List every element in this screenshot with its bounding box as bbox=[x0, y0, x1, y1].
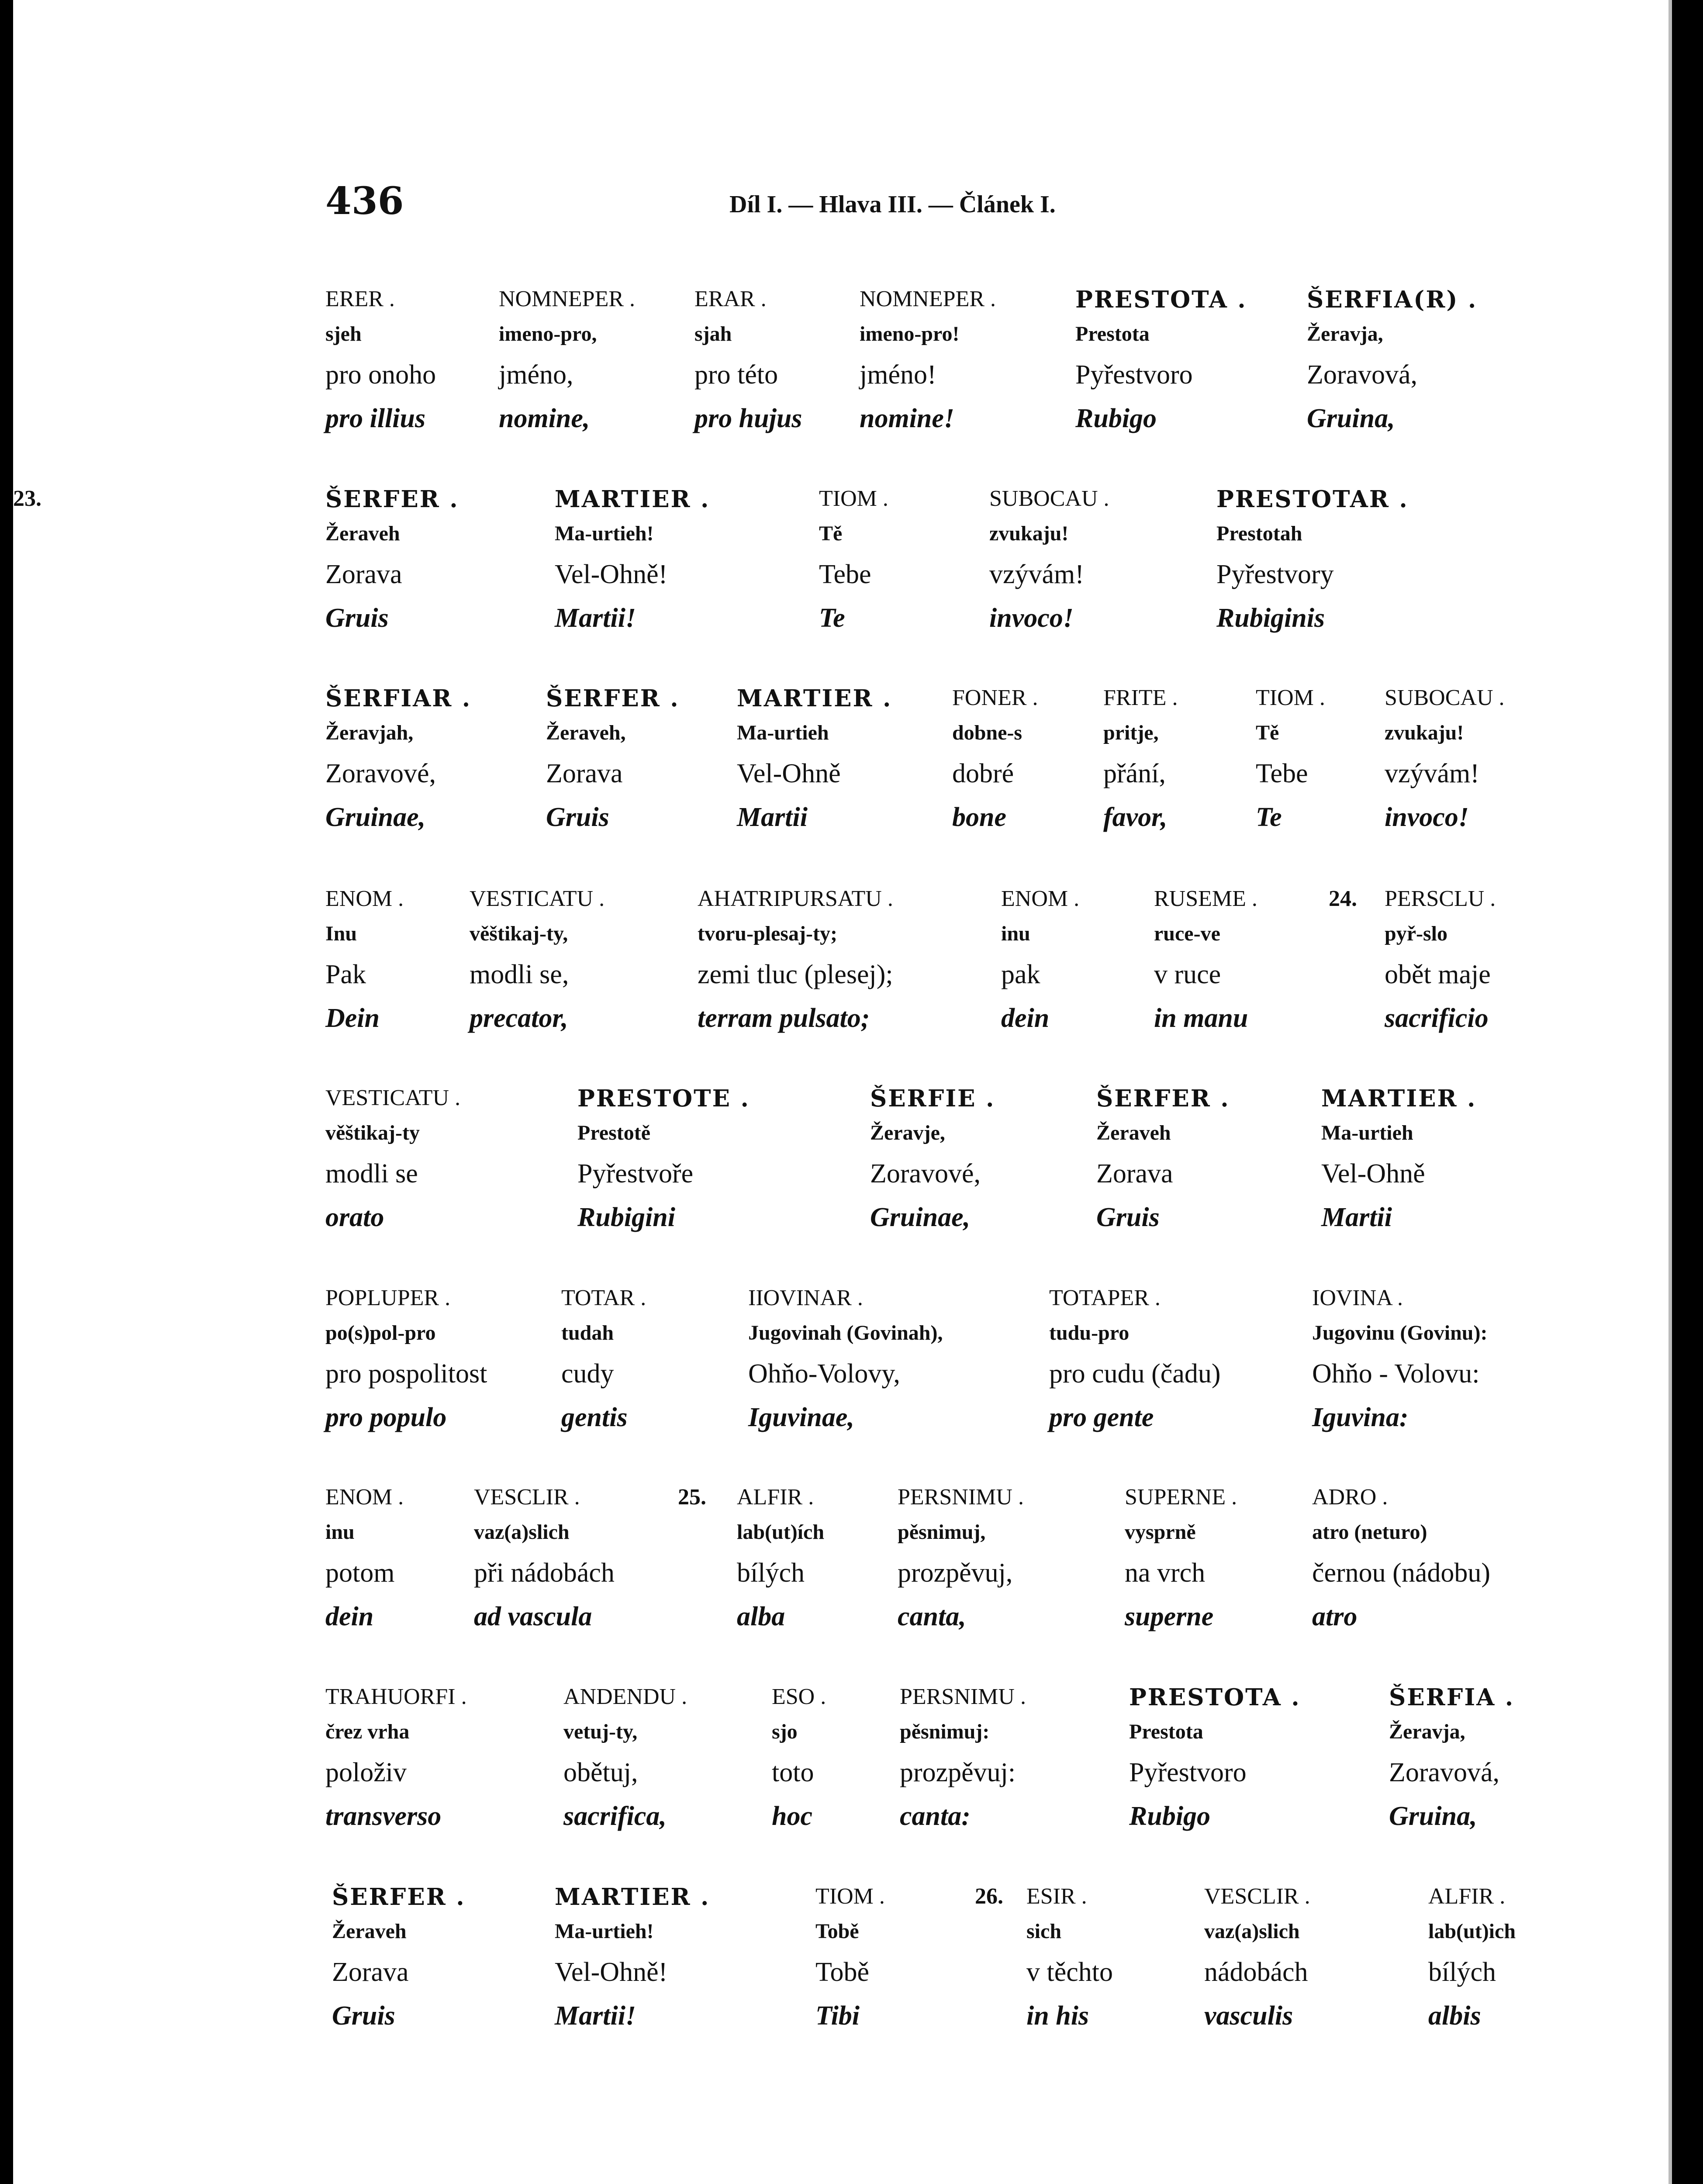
slavic-gloss: sjah bbox=[694, 322, 732, 346]
latin-translation: Gruis bbox=[332, 2001, 395, 2031]
interlinear-block bbox=[13, 886, 1668, 1061]
slavic-gloss: vetuj-ty, bbox=[563, 1720, 638, 1743]
slavic-gloss: črez vrha bbox=[325, 1720, 410, 1743]
slavic-gloss: Prestotah bbox=[1216, 522, 1302, 545]
umbrian-word: ESO . bbox=[772, 1684, 826, 1709]
umbrian-word: ŠERFER . bbox=[332, 1883, 466, 1911]
slavic-gloss: vysprně bbox=[1125, 1521, 1196, 1544]
umbrian-word: POPLUPER . bbox=[325, 1286, 451, 1310]
umbrian-word: AHATRIPURSATU . bbox=[698, 886, 893, 911]
interlinear-block bbox=[13, 1085, 1668, 1260]
umbrian-word: ERAR . bbox=[694, 287, 767, 311]
czech-translation: Zorava bbox=[325, 560, 402, 589]
umbrian-word: ANDENDU . bbox=[563, 1684, 687, 1709]
czech-translation: modli se bbox=[325, 1159, 418, 1189]
czech-translation: zemi tluc (plesej); bbox=[698, 960, 893, 989]
interlinear-block bbox=[13, 1684, 1668, 1859]
umbrian-word: NOMNEPER . bbox=[860, 287, 996, 311]
umbrian-word: ŠERFIA . bbox=[1389, 1684, 1515, 1711]
czech-translation: prozpěvuj, bbox=[898, 1558, 1013, 1588]
slavic-gloss: Prestotě bbox=[577, 1121, 651, 1144]
slavic-gloss: Žeravje, bbox=[870, 1121, 945, 1144]
slavic-gloss: pritje, bbox=[1103, 721, 1159, 744]
slavic-gloss: ruce-ve bbox=[1154, 922, 1220, 945]
latin-translation: Martii bbox=[1321, 1203, 1392, 1232]
slavic-gloss: Ma-urtieh bbox=[1321, 1121, 1413, 1144]
latin-translation: bone bbox=[952, 802, 1006, 832]
slavic-gloss: tudah bbox=[561, 1321, 614, 1344]
latin-translation: Martii! bbox=[555, 603, 636, 633]
umbrian-word: IOVINA . bbox=[1312, 1286, 1403, 1310]
latin-translation: orato bbox=[325, 1203, 384, 1232]
latin-translation: dein bbox=[1001, 1003, 1050, 1033]
umbrian-word: MARTIER . bbox=[737, 685, 892, 712]
umbrian-word: TIOM . bbox=[819, 486, 888, 511]
latin-translation: in his bbox=[1026, 2001, 1089, 2031]
slavic-gloss: Ma-urtieh! bbox=[555, 522, 654, 545]
latin-translation: favor, bbox=[1103, 802, 1168, 832]
czech-translation: obět maje bbox=[1385, 960, 1491, 989]
umbrian-word: VESTICATU . bbox=[470, 886, 605, 911]
czech-translation: přání, bbox=[1103, 759, 1166, 788]
slavic-gloss: věštikaj-ty bbox=[325, 1121, 420, 1144]
czech-translation: Vel-Ohně! bbox=[555, 1957, 668, 1987]
latin-translation: Gruina, bbox=[1389, 1801, 1477, 1831]
latin-translation: Gruinae, bbox=[325, 802, 426, 832]
latin-translation: atro bbox=[1312, 1602, 1358, 1631]
latin-translation: Iguvina: bbox=[1312, 1403, 1409, 1432]
czech-translation: Zorava bbox=[1096, 1159, 1173, 1189]
interlinear-block bbox=[13, 1285, 1668, 1460]
latin-translation: Iguvinae, bbox=[748, 1403, 854, 1432]
slavic-gloss: pěsnimuj, bbox=[898, 1521, 986, 1544]
umbrian-word: ŠERFIE . bbox=[870, 1085, 995, 1112]
slavic-gloss: Ma-urtieh! bbox=[555, 1920, 654, 1943]
slavic-gloss: Tě bbox=[1256, 721, 1279, 744]
umbrian-word: TOTAPER . bbox=[1049, 1286, 1161, 1310]
latin-translation: sacrificio bbox=[1385, 1003, 1489, 1033]
latin-translation: precator, bbox=[470, 1003, 568, 1033]
czech-translation: jméno, bbox=[499, 360, 573, 390]
latin-translation: transverso bbox=[325, 1801, 442, 1831]
umbrian-word: SUPERNE . bbox=[1125, 1485, 1237, 1510]
latin-translation: Rubigo bbox=[1075, 404, 1157, 433]
czech-translation: pro pospolitost bbox=[325, 1359, 487, 1389]
interlinear-block bbox=[13, 1883, 1668, 2058]
czech-translation: Zorava bbox=[332, 1957, 409, 1987]
czech-translation: cudy bbox=[561, 1359, 614, 1389]
slavic-gloss: Žeraveh, bbox=[546, 721, 626, 744]
slavic-gloss: Jugovinu (Govinu): bbox=[1312, 1321, 1488, 1344]
czech-translation: v ruce bbox=[1154, 960, 1221, 989]
umbrian-word: VESTICATU . bbox=[325, 1085, 461, 1110]
slavic-gloss: pyř-slo bbox=[1385, 922, 1447, 945]
czech-translation: toto bbox=[772, 1758, 814, 1787]
slavic-gloss: Žeravja, bbox=[1307, 322, 1383, 346]
latin-translation: Gruinae, bbox=[870, 1203, 971, 1232]
czech-translation: Pak bbox=[325, 960, 366, 989]
latin-translation: vasculis bbox=[1204, 2001, 1293, 2031]
czech-translation: bílých bbox=[1428, 1957, 1496, 1987]
umbrian-word: VESCLIR . bbox=[474, 1485, 580, 1510]
latin-translation: Gruina, bbox=[1307, 404, 1395, 433]
slavic-gloss: Žeravja, bbox=[1389, 1720, 1465, 1743]
umbrian-word: ŠERFER . bbox=[546, 685, 680, 712]
slavic-gloss: sjeh bbox=[325, 322, 362, 346]
umbrian-word: PRESTOTE . bbox=[577, 1085, 750, 1112]
latin-translation: pro hujus bbox=[694, 404, 802, 433]
umbrian-word: MARTIER . bbox=[555, 486, 710, 513]
latin-translation: terram pulsato; bbox=[698, 1003, 870, 1033]
slavic-gloss: inu bbox=[325, 1521, 355, 1544]
slavic-gloss: atro (neturo) bbox=[1312, 1521, 1427, 1544]
latin-translation: superne bbox=[1125, 1602, 1214, 1631]
umbrian-word: TRAHUORFI . bbox=[325, 1684, 467, 1709]
czech-translation: v těchto bbox=[1026, 1957, 1113, 1987]
czech-translation: Pyřestvory bbox=[1216, 560, 1334, 589]
czech-translation: modli se, bbox=[470, 960, 569, 989]
latin-translation: nomine, bbox=[499, 404, 590, 433]
czech-translation: Ohňo-Volovy, bbox=[748, 1359, 900, 1389]
latin-translation: Dein bbox=[325, 1003, 380, 1033]
czech-translation: Zoravová, bbox=[1389, 1758, 1500, 1787]
slavic-gloss: dobne-s bbox=[952, 721, 1022, 744]
czech-translation: obětuj, bbox=[563, 1758, 638, 1787]
latin-translation: Tibi bbox=[815, 2001, 860, 2031]
slavic-gloss: lab(ut)ích bbox=[737, 1521, 825, 1544]
slavic-gloss: zvukaju! bbox=[989, 522, 1069, 545]
umbrian-word: PRESTOTA . bbox=[1075, 286, 1247, 313]
umbrian-word: ENOM . bbox=[1001, 886, 1080, 911]
umbrian-word: VESCLIR . bbox=[1204, 1884, 1310, 1909]
latin-translation: Rubigo bbox=[1129, 1801, 1211, 1831]
umbrian-word: NOMNEPER . bbox=[499, 287, 636, 311]
slavic-gloss: pěsnimuj: bbox=[900, 1720, 990, 1743]
slavic-gloss: imeno-pro! bbox=[860, 322, 960, 346]
czech-translation: Tebe bbox=[1256, 759, 1308, 788]
umbrian-word: MARTIER . bbox=[1321, 1085, 1477, 1112]
umbrian-word: TIOM . bbox=[1256, 685, 1325, 710]
latin-translation: canta: bbox=[900, 1801, 971, 1831]
umbrian-word: FRITE . bbox=[1103, 685, 1178, 710]
latin-translation: Te bbox=[1256, 802, 1282, 832]
verse-number: 24. bbox=[1329, 886, 1357, 911]
czech-translation: na vrch bbox=[1125, 1558, 1206, 1588]
umbrian-word: SUBOCAU . bbox=[1385, 685, 1505, 710]
umbrian-word: IIOVINAR . bbox=[748, 1286, 863, 1310]
slavic-gloss: sjo bbox=[772, 1720, 798, 1743]
verse-number: 23. bbox=[13, 486, 41, 511]
umbrian-word: SUBOCAU . bbox=[989, 486, 1109, 511]
czech-translation: vzývám! bbox=[989, 560, 1084, 589]
umbrian-word: ŠERFIAR . bbox=[325, 685, 472, 712]
czech-translation: Tobě bbox=[815, 1957, 870, 1987]
latin-translation: hoc bbox=[772, 1801, 812, 1831]
czech-translation: pro cudu (čadu) bbox=[1049, 1359, 1221, 1389]
czech-translation: položiv bbox=[325, 1758, 407, 1787]
latin-translation: Martii! bbox=[555, 2001, 636, 2031]
umbrian-word: ENOM . bbox=[325, 886, 404, 911]
latin-translation: invoco! bbox=[989, 603, 1074, 633]
slavic-gloss: vaz(a)slich bbox=[474, 1521, 570, 1544]
latin-translation: alba bbox=[737, 1602, 785, 1631]
czech-translation: pro onoho bbox=[325, 360, 436, 390]
czech-translation: Zoravové, bbox=[325, 759, 436, 788]
slavic-gloss: Ma-urtieh bbox=[737, 721, 829, 744]
slavic-gloss: Prestota bbox=[1129, 1720, 1203, 1743]
slavic-gloss: inu bbox=[1001, 922, 1030, 945]
umbrian-word: ENOM . bbox=[325, 1485, 404, 1510]
umbrian-word: ESIR . bbox=[1026, 1884, 1087, 1909]
umbrian-word: ALFIR . bbox=[737, 1485, 814, 1510]
umbrian-word: ŠERFIA(R) . bbox=[1307, 286, 1478, 313]
interlinear-block bbox=[13, 685, 1668, 860]
czech-translation: Pyřestvoro bbox=[1075, 360, 1193, 390]
running-title: Díl I. — Hlava III. — Článek I. bbox=[729, 191, 1056, 218]
slavic-gloss: Žeraveh bbox=[332, 1920, 407, 1943]
czech-translation: Zoravová, bbox=[1307, 360, 1418, 390]
umbrian-word: FONER . bbox=[952, 685, 1038, 710]
latin-translation: sacrifica, bbox=[563, 1801, 667, 1831]
czech-translation: vzývám! bbox=[1385, 759, 1479, 788]
czech-translation: nádobách bbox=[1204, 1957, 1308, 1987]
czech-translation: Ohňo - Volovu: bbox=[1312, 1359, 1480, 1389]
czech-translation: pro této bbox=[694, 360, 778, 390]
latin-translation: dein bbox=[325, 1602, 374, 1631]
latin-translation: Gruis bbox=[1096, 1203, 1160, 1232]
verse-number: 25. bbox=[678, 1485, 706, 1510]
latin-translation: Martii bbox=[737, 802, 808, 832]
interlinear-block bbox=[13, 286, 1668, 461]
czech-translation: potom bbox=[325, 1558, 395, 1588]
latin-translation: invoco! bbox=[1385, 802, 1469, 832]
slavic-gloss: věštikaj-ty, bbox=[470, 922, 568, 945]
umbrian-word: ŠERFER . bbox=[325, 486, 459, 513]
latin-translation: gentis bbox=[561, 1403, 628, 1432]
slavic-gloss: Tobě bbox=[815, 1920, 859, 1943]
slavic-gloss: lab(ut)ich bbox=[1428, 1920, 1516, 1943]
slavic-gloss: po(s)pol-pro bbox=[325, 1321, 436, 1344]
czech-translation: Vel-Ohně bbox=[1321, 1159, 1425, 1189]
latin-translation: in manu bbox=[1154, 1003, 1248, 1033]
umbrian-word: PERSCLU . bbox=[1385, 886, 1496, 911]
latin-translation: pro gente bbox=[1049, 1403, 1154, 1432]
slavic-gloss: Prestota bbox=[1075, 322, 1150, 346]
czech-translation: Pyřestvoro bbox=[1129, 1758, 1247, 1787]
verse-number: 26. bbox=[975, 1884, 1003, 1909]
umbrian-word: TOTAR . bbox=[561, 1286, 646, 1310]
latin-translation: canta, bbox=[898, 1602, 966, 1631]
interlinear-block bbox=[13, 486, 1668, 660]
latin-translation: albis bbox=[1428, 2001, 1481, 2031]
umbrian-word: PRESTOTAR . bbox=[1216, 486, 1409, 513]
slavic-gloss: sich bbox=[1026, 1920, 1062, 1943]
slavic-gloss: tudu-pro bbox=[1049, 1321, 1130, 1344]
umbrian-word: RUSEME . bbox=[1154, 886, 1257, 911]
umbrian-word: PRESTOTA . bbox=[1129, 1684, 1301, 1711]
page-header bbox=[13, 179, 1668, 232]
slavic-gloss: zvukaju! bbox=[1385, 721, 1464, 744]
umbrian-word: ERER . bbox=[325, 287, 395, 311]
czech-translation: Zorava bbox=[546, 759, 623, 788]
czech-translation: bílých bbox=[737, 1558, 805, 1588]
latin-translation: nomine! bbox=[860, 404, 955, 433]
latin-translation: Rubigini bbox=[577, 1203, 675, 1232]
czech-translation: Tebe bbox=[819, 560, 871, 589]
latin-translation: ad vascula bbox=[474, 1602, 592, 1631]
umbrian-word: PERSNIMU . bbox=[900, 1684, 1026, 1709]
czech-translation: Vel-Ohně bbox=[737, 759, 841, 788]
latin-translation: Rubiginis bbox=[1216, 603, 1325, 633]
czech-translation: prozpěvuj: bbox=[900, 1758, 1016, 1787]
czech-translation: Zoravové, bbox=[870, 1159, 981, 1189]
slavic-gloss: Žeravjah, bbox=[325, 721, 414, 744]
interlinear-block bbox=[13, 1484, 1668, 1659]
umbrian-word: PERSNIMU . bbox=[898, 1485, 1024, 1510]
latin-translation: pro populo bbox=[325, 1403, 447, 1432]
czech-translation: při nádobách bbox=[474, 1558, 615, 1588]
slavic-gloss: imeno-pro, bbox=[499, 322, 597, 346]
slavic-gloss: vaz(a)slich bbox=[1204, 1920, 1300, 1943]
czech-translation: jméno! bbox=[860, 360, 936, 390]
umbrian-word: TIOM . bbox=[815, 1884, 885, 1909]
slavic-gloss: Žeraveh bbox=[1096, 1121, 1171, 1144]
czech-translation: černou (nádobu) bbox=[1312, 1558, 1490, 1588]
umbrian-word: ALFIR . bbox=[1428, 1884, 1506, 1909]
slavic-gloss: Žeraveh bbox=[325, 522, 400, 545]
book-page bbox=[13, 0, 1672, 2184]
latin-translation: Gruis bbox=[546, 802, 609, 832]
czech-translation: Vel-Ohně! bbox=[555, 560, 668, 589]
umbrian-word: ŠERFER . bbox=[1096, 1085, 1230, 1112]
page-number: 436 bbox=[325, 179, 404, 223]
latin-translation: pro illius bbox=[325, 404, 426, 433]
latin-translation: Te bbox=[819, 603, 845, 633]
czech-translation: Pyřestvoře bbox=[577, 1159, 694, 1189]
umbrian-word: ADRO . bbox=[1312, 1485, 1388, 1510]
slavic-gloss: tvoru-plesaj-ty; bbox=[698, 922, 837, 945]
czech-translation: dobré bbox=[952, 759, 1014, 788]
slavic-gloss: Tě bbox=[819, 522, 843, 545]
slavic-gloss: Inu bbox=[325, 922, 357, 945]
umbrian-word: MARTIER . bbox=[555, 1883, 710, 1911]
slavic-gloss: Jugovinah (Govinah), bbox=[748, 1321, 943, 1344]
latin-translation: Gruis bbox=[325, 603, 389, 633]
czech-translation: pak bbox=[1001, 960, 1040, 989]
